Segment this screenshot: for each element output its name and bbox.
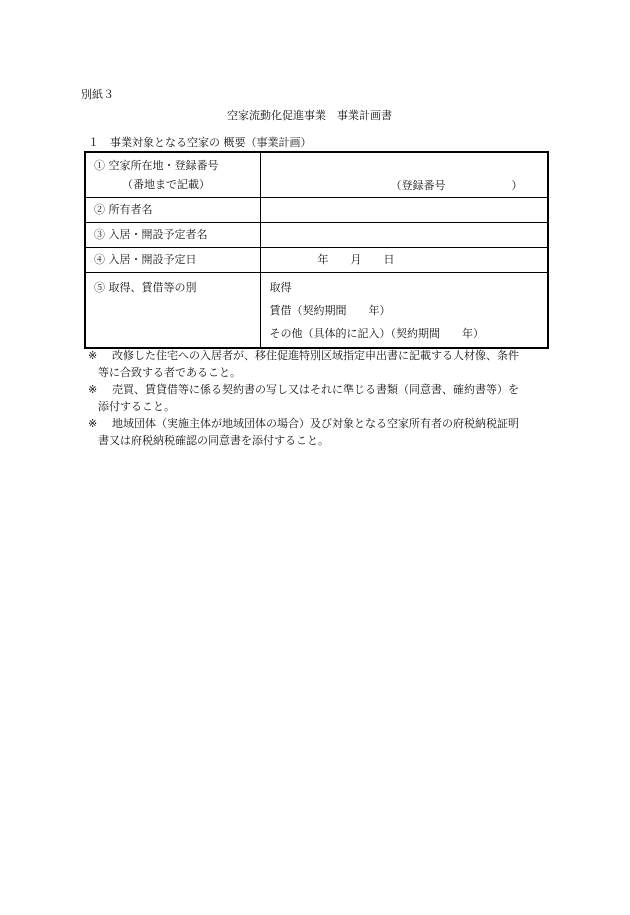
tenure-label-cell xyxy=(85,273,260,349)
document-title: 空家流動化促進事業 事業計画書 xyxy=(227,109,392,122)
address-value-cell[interactable] xyxy=(260,152,548,198)
tenure-value-cell[interactable] xyxy=(260,273,548,349)
address-label-cell xyxy=(85,152,260,198)
note-2-mark: ※ xyxy=(88,383,98,396)
address-label-note: （番地まで記載） xyxy=(122,178,210,191)
note-2-line2: 添付すること。 xyxy=(98,400,175,413)
date-label-cell xyxy=(85,248,260,273)
note-3-mark: ※ xyxy=(88,417,98,430)
resident-label-cell xyxy=(85,223,260,248)
note-3-line2: 書又は府税納税確認の同意書を添付すること。 xyxy=(98,434,329,447)
plan-table xyxy=(84,151,549,349)
tenure-option-other: その他（具体的に記入）（契約期間 年） xyxy=(269,327,484,340)
date-value-cell[interactable] xyxy=(260,248,548,273)
note-3 xyxy=(88,415,538,449)
tenure-option-lease: 賃借（契約期間 年） xyxy=(269,304,391,317)
note-3-line1: 地域団体（実施主体が地域団体の場合）及び対象となる空家所有者の府税納税証明 xyxy=(112,417,519,430)
note-2 xyxy=(88,381,538,415)
table-row-owner xyxy=(85,198,548,223)
note-1-line1: 改修した住宅への入居者が、移住促進特別区域指定申出書に記載する人材像、条件 xyxy=(112,349,519,362)
tenure-option-acquisition: 取得 xyxy=(269,281,292,294)
table-row-tenure xyxy=(85,273,548,349)
attachment-label: 別紙３ xyxy=(81,88,114,101)
owner-label-cell xyxy=(85,198,260,223)
table-row-date xyxy=(85,248,548,273)
owner-value-cell[interactable] xyxy=(260,198,548,223)
note-1-line2: 等に合致する者であること。 xyxy=(98,366,241,379)
registration-number-field: （登録番号 ） xyxy=(390,179,523,192)
note-1 xyxy=(88,347,538,381)
owner-value xyxy=(261,198,548,222)
note-2-line1: 売買、賃貸借等に係る契約書の写し又はそれに準じる書類（同意書、確約書等）を xyxy=(112,383,519,396)
resident-label: ③ 入居・開設予定者名 xyxy=(94,228,208,241)
resident-value-cell[interactable] xyxy=(260,223,548,248)
tenure-label: ⑤ 取得、賃借等の別 xyxy=(94,281,197,294)
owner-label: ② 所有者名 xyxy=(94,203,153,216)
note-1-mark: ※ xyxy=(88,349,98,362)
table-row-address xyxy=(85,152,548,198)
resident-value xyxy=(261,223,548,247)
table-row-resident xyxy=(85,223,548,248)
date-label: ④ 入居・開設予定日 xyxy=(94,253,197,266)
address-label: ① 空家所在地・登録番号 xyxy=(94,159,219,172)
section-heading: １ 事業対象となる空家の 概要（事業計画） xyxy=(88,136,312,149)
date-value: 年 月 日 xyxy=(317,253,395,266)
